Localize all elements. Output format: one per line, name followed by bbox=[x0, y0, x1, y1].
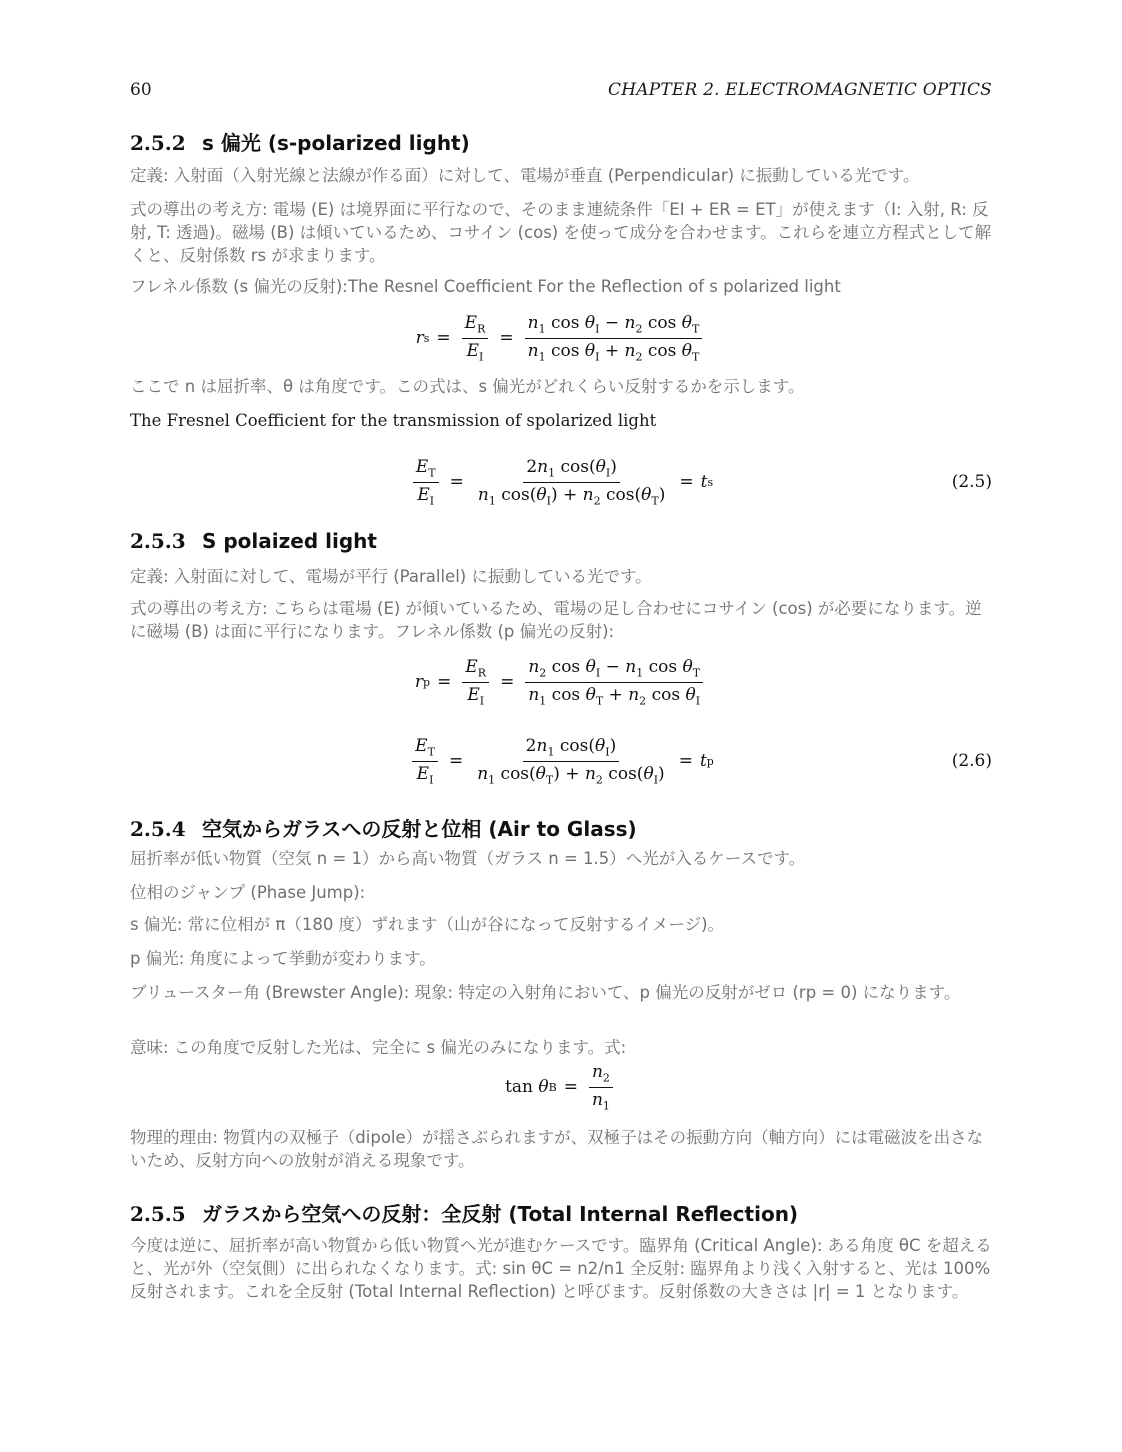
section-heading-2-5-3 bbox=[130, 529, 992, 553]
section-title: ガラスから空気への反射：全反射 (Total Internal Reflection) bbox=[202, 1202, 799, 1226]
paragraph: 位相のジャンプ (Phase Jump): bbox=[130, 883, 366, 902]
paragraph: ブリュースター角 (Brewster Angle): 現象: 特定の入射角において、p 偏光の反射がゼロ (rp = 0) になります。 bbox=[130, 983, 961, 1002]
section-heading-2-5-4 bbox=[130, 813, 992, 842]
section-title: S polaized light bbox=[202, 529, 377, 553]
section-number: 2.5.4 bbox=[130, 817, 186, 841]
paragraph: The Fresnel Coefficient for the transmission of spolarized light bbox=[130, 411, 657, 430]
section-number: 2.5.2 bbox=[130, 131, 186, 155]
section-number: 2.5.5 bbox=[130, 1202, 186, 1226]
paragraph: ここで n は屈折率、θ は角度です。この式は、s 偏光がどれくらい反射するかを示します。 bbox=[130, 377, 805, 396]
paragraph: 屈折率が低い物質（空気 n = 1）から高い物質（ガラス n = 1.5）へ光が入るケースです。 bbox=[130, 849, 806, 868]
paragraph: p 偏光: 角度によって挙動が変わります。 bbox=[130, 949, 436, 968]
equation-rp: r p = $\frac{E_R}{E_I}$ = $\frac{n_2 \cos \theta_I - n_1 \cos \theta_T}{n_1 \cos \theta_T + n_2 \cos \theta_I}$ bbox=[130, 650, 992, 714]
paragraph: 物理的理由: 物質内の双極子（dipole）が揺さぶられますが、双極子はその振動方向（軸方向）には電磁波を出さないため、反射方向への放射が消える現象です。 bbox=[130, 1128, 984, 1170]
paragraph: 定義: 入射面に対して、電場が平行 (Parallel) に振動している光です。 bbox=[130, 567, 652, 586]
equation-rs: r s = $\frac{E_R}{E_I}$ = $\frac{n_1 \cos \theta_I - n_2 \cos \theta_T}{n_1 \cos \theta_I + n_2 \cos \theta_T}$ bbox=[130, 306, 992, 370]
chapter-title: CHAPTER 2. ELECTROMAGNETIC OPTICS bbox=[607, 80, 992, 100]
equation-number: (2.6) bbox=[951, 751, 992, 771]
section-heading-2-5-5 bbox=[130, 1198, 992, 1227]
section-title: s 偏光 (s-polarized light) bbox=[202, 131, 470, 155]
paragraph: 意味: この角度で反射した光は、完全に s 偏光のみになります。式: bbox=[130, 1038, 627, 1057]
paragraph: 今度は逆に、屈折率が高い物質から低い物質へ光が進むケースです。臨界角 (Critical Angle): ある角度 θC を超えると、光が外（空気側）に出られなくなります。式: sin θC = n2/n1 全反射: 臨界角より浅く入射すると、光は 100% 反射されます。これを全反射 (Total Internal Reflection) と呼びます。反射係数の大きさは |r| = 1 となります。 bbox=[130, 1236, 992, 1301]
equation-brewster: tan θ B = $\frac{n_2}{n_1}$ bbox=[130, 1055, 992, 1119]
paragraph: フレネル係数 (s 偏光の反射):The Resnel Coefficient For the Reflection of s polarized light bbox=[130, 277, 841, 296]
equation-ts: $\frac{E_T}{E_I}$ = $\frac{2n_1 \cos(\theta_I)}{n_1 \cos(\theta_I) + n_2 \cos(\theta_T)}$ = t s (2.5) bbox=[130, 450, 992, 514]
section-title: 空気からガラスへの反射と位相 (Air to Glass) bbox=[202, 817, 637, 841]
paragraph: 定義: 入射面（入射光線と法線が作る面）に対して、電場が垂直 (Perpendicular) に振動している光です。 bbox=[130, 166, 920, 185]
section-number: 2.5.3 bbox=[130, 529, 186, 553]
paragraph: 式の導出の考え方: こちらは電場 (E) が傾いているため、電場の足し合わせにコサイン (cos) が必要になります。逆に磁場 (B) は面に平行になります。フレネル係数 (p 偏光の反射): bbox=[130, 599, 982, 641]
equation-number: (2.5) bbox=[951, 472, 992, 492]
paragraph: s 偏光: 常に位相が π（180 度）ずれます（山が谷になって反射するイメージ)。 bbox=[130, 915, 725, 934]
page-number: 60 bbox=[130, 80, 152, 100]
equation-tp: $\frac{E_T}{E_I}$ = $\frac{2n_1 \cos(\theta_I)}{n_1 \cos(\theta_T) + n_2 \cos(\theta_I)}$ = t p (2.6) bbox=[130, 729, 992, 793]
running-head bbox=[130, 80, 992, 102]
paragraph: 式の導出の考え方: 電場 (E) は境界面に平行なので、そのまま連続条件「EI + ER = ET」が使えます（I: 入射, R: 反射, T: 透過)。磁場 (B) は傾いているため、コサイン (cos) を使って成分を合わせます。これらを連立方程式として解くと、反射係数 rs が求まります。 bbox=[130, 200, 992, 265]
section-heading-2-5-2 bbox=[130, 127, 992, 156]
